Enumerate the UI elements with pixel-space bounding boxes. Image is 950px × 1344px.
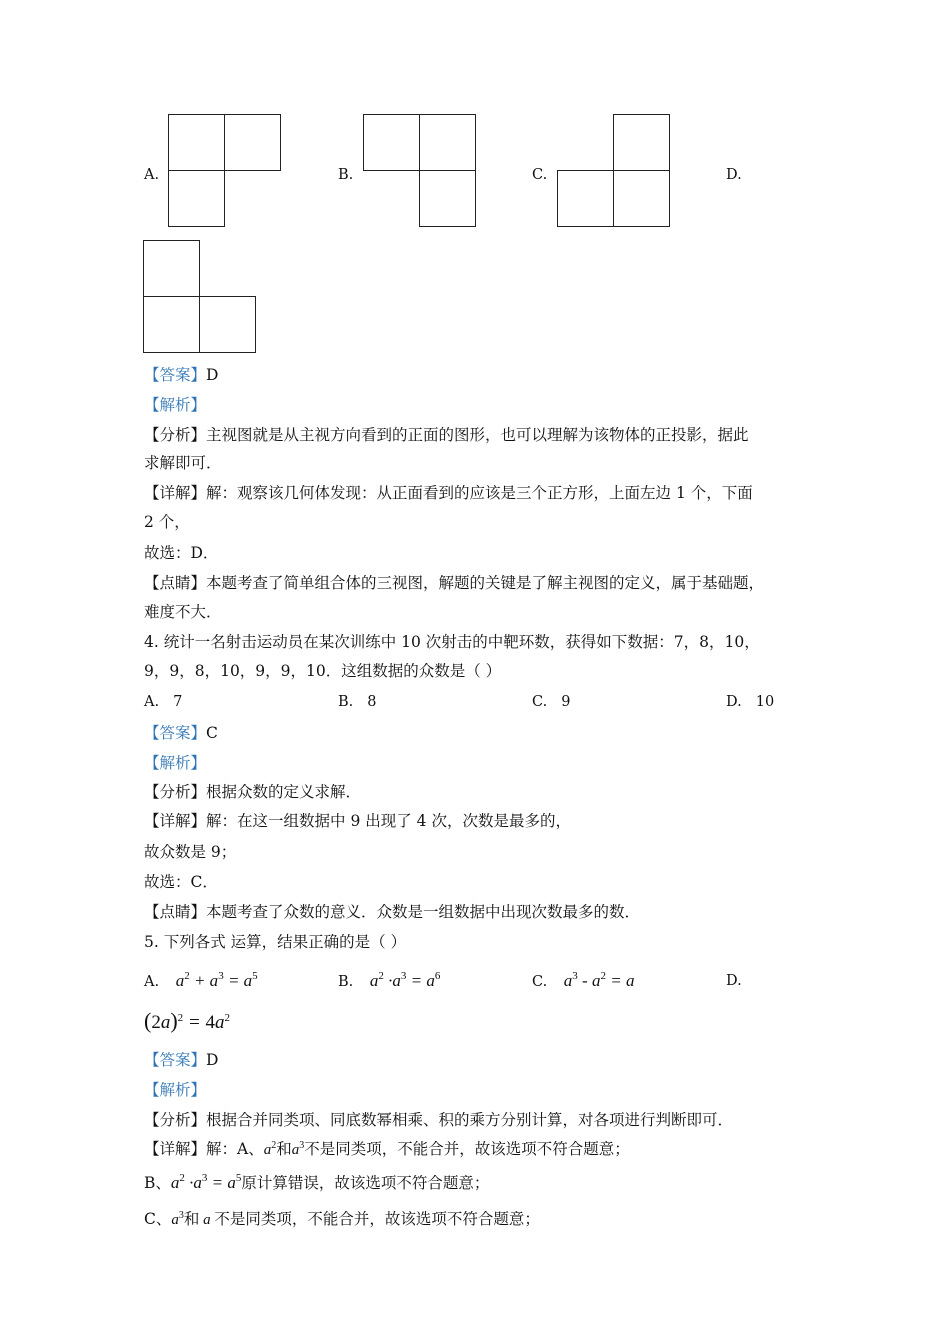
q4-option-c: C. 9 [532, 694, 571, 710]
q5-analysis: 【分析】根据合并同类项、同底数幂相乘、积的乘方分别计算，对各项进行判断即可． [144, 1111, 734, 1129]
q4-option-b: B. 8 [338, 694, 377, 710]
q4-explain-tag: 【解析】 [144, 754, 207, 772]
answer-tag: 【答案】 [144, 366, 207, 384]
q3-option-a-label: A. [144, 167, 160, 183]
q4-detail-cont: 故众数是 9； [144, 843, 237, 861]
q4-analysis: 【分析】根据众数的定义求解． [144, 783, 362, 801]
q4-answer: 【答案】C [144, 724, 218, 742]
q4-stem-cont: 9，9，8，10，9，9，10．这组数据的众数是（ ） [144, 662, 502, 680]
q4-comment: 【点睛】本题考查了众数的意义．众数是一组数据中出现次数最多的数． [144, 903, 641, 921]
q3-choose: 故选：D． [144, 544, 219, 562]
q5-option-a: A. $a^2 + a^3 = a^5$ [144, 970, 258, 990]
q3-analysis-cont: 求解即可． [144, 454, 222, 472]
q3-detail: 【详解】解：观察该几何体发现：从正面看到的应该是三个正方形，上面左边 1 个，下面 [144, 484, 753, 502]
q5-option-b: B. $a^2 \cdot a^3 = a^6$ [338, 970, 441, 990]
q3-comment-cont: 难度不大． [144, 603, 222, 621]
q5-stem: 5. 下列各式 运算，结果正确的是（ ） [144, 933, 407, 951]
q5-detail-a: 【详解】解：A、$a^2$和$a^3$不是同类项，不能合并，故该选项不符合题意； [144, 1140, 630, 1158]
q3-explain-tag: 【解析】 [144, 396, 207, 414]
q3-option-d-label: D. [726, 167, 742, 183]
q5-detail-b: B、$a^2 \cdot a^3 = a^5$原计算错误，故该选项不符合题意； [144, 1172, 490, 1192]
q4-stem: 4. 统计一名射击运动员在某次训练中 10 次射击的中靶环数，获得如下数据：7，8，10， [144, 633, 760, 651]
q3-analysis: 【分析】主视图就是从主视方向看到的正面的图形，也可以理解为该物体的正投影，据此 [144, 426, 749, 444]
q5-option-c: C. $a^3 - a^2 = a$ [532, 970, 635, 990]
q4-choose: 故选：C． [144, 873, 218, 891]
q3-answer: 【答案】D [144, 366, 219, 384]
q5-detail-c: C、$a^3$和 a 不是同类项，不能合并，故该选项不符合题意； [144, 1210, 540, 1228]
q4-detail: 【详解】解：在这一组数据中 9 出现了 4 次，次数是最多的， [144, 812, 571, 830]
q4-option-a: A. 7 [144, 694, 183, 710]
q3-option-c-label: C. [532, 167, 548, 183]
q5-answer: 【答案】D [144, 1051, 219, 1069]
q3-detail-cont: 2 个， [144, 513, 190, 531]
q4-option-d: D. 10 [726, 694, 775, 710]
q5-option-d-label: D. [726, 973, 742, 989]
q3-comment: 【点睛】本题考查了简单组合体的三视图，解题的关键是了解主视图的定义，属于基础题， [144, 574, 765, 592]
q5-option-d-formula: $(2a)^2 = 4a^2$ [144, 1008, 230, 1033]
q5-explain-tag: 【解析】 [144, 1081, 207, 1099]
q3-option-b-label: B. [338, 167, 354, 183]
